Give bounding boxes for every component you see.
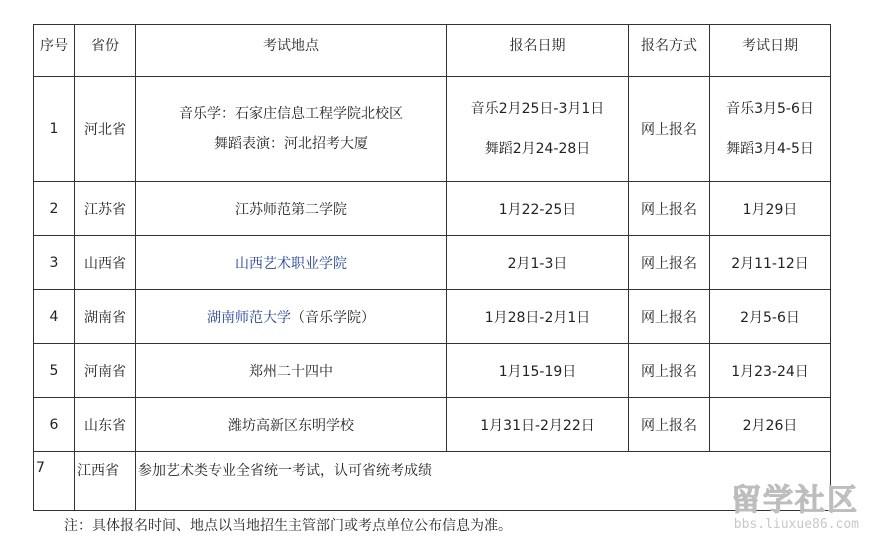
table-row <box>34 290 831 344</box>
row-no: 1 <box>34 77 75 182</box>
footnote: 注：具体报名时间、地点以当地招生主管部门或考点单位公布信息为准。 <box>64 518 512 534</box>
registration-line: 音乐2月25日-3月1日 <box>470 101 605 117</box>
row-exam-date <box>710 77 831 182</box>
row-location: 潍坊高新区东明学校 <box>136 398 447 452</box>
row-province: 江苏省 <box>75 182 136 236</box>
header-province: 省份 <box>75 25 136 77</box>
table-row <box>34 452 831 511</box>
row-exam-date: 2月26日 <box>710 398 831 452</box>
row-province: 河南省 <box>75 344 136 398</box>
row-registration-date: 1月22-25日 <box>447 182 629 236</box>
table-row <box>34 398 831 452</box>
exam-line: 音乐3月5-6日 <box>726 101 814 117</box>
row-registration-method: 网上报名 <box>629 290 710 344</box>
row-registration-date: 1月28日-2月1日 <box>447 290 629 344</box>
row-province: 江西省 <box>75 452 136 511</box>
row-registration-date <box>447 77 629 182</box>
row-no: 6 <box>34 398 75 452</box>
location-line: 音乐学：石家庄信息工程学院北校区 <box>179 106 403 122</box>
row-remark: 参加艺术类专业全省统一考试，认可省统考成绩 <box>136 452 831 511</box>
table-row <box>34 236 831 290</box>
table-row <box>34 344 831 398</box>
row-registration-date: 1月15-19日 <box>447 344 629 398</box>
row-no: 2 <box>34 182 75 236</box>
row-no: 4 <box>34 290 75 344</box>
watermark-url: bbs.liuxue86.com <box>733 517 859 532</box>
row-registration-method: 网上报名 <box>629 398 710 452</box>
row-province: 湖南省 <box>75 290 136 344</box>
header-registration-method: 报名方式 <box>629 25 710 77</box>
header-no: 序号 <box>34 25 75 77</box>
exam-schedule-table <box>33 24 831 511</box>
row-no: 3 <box>34 236 75 290</box>
row-exam-date: 2月11-12日 <box>710 236 831 290</box>
row-province: 山西省 <box>75 236 136 290</box>
header-registration-date: 报名日期 <box>447 25 629 77</box>
row-location <box>136 77 447 182</box>
header-location: 考试地点 <box>136 25 447 77</box>
table-row <box>34 182 831 236</box>
row-registration-method: 网上报名 <box>629 236 710 290</box>
watermark <box>731 484 859 532</box>
row-registration-date: 2月1-3日 <box>447 236 629 290</box>
exam-line: 舞蹈3月4-5日 <box>726 141 814 157</box>
row-location <box>136 290 447 344</box>
row-no: 7 <box>34 452 75 511</box>
row-exam-date: 2月5-6日 <box>710 290 831 344</box>
row-province: 山东省 <box>75 398 136 452</box>
row-location: 郑州二十四中 <box>136 344 447 398</box>
location-line: 舞蹈表演：河北招考大厦 <box>214 136 368 152</box>
row-exam-date: 1月29日 <box>710 182 831 236</box>
row-location <box>136 236 447 290</box>
row-registration-method: 网上报名 <box>629 182 710 236</box>
table-header-row <box>34 25 831 77</box>
row-province: 河北省 <box>75 77 136 182</box>
row-location: 江苏师范第二学院 <box>136 182 447 236</box>
row-registration-method: 网上报名 <box>629 344 710 398</box>
row-exam-date: 1月23-24日 <box>710 344 831 398</box>
registration-line: 舞蹈2月24-28日 <box>484 141 591 157</box>
location-link[interactable]: 湖南师范大学 <box>207 309 291 326</box>
table-row <box>34 77 831 182</box>
row-registration-method: 网上报名 <box>629 77 710 182</box>
watermark-brand: 留学社区 <box>731 483 859 518</box>
row-no: 5 <box>34 344 75 398</box>
row-registration-date: 1月31日-2月22日 <box>447 398 629 452</box>
header-exam-date: 考试日期 <box>710 25 831 77</box>
location-link[interactable]: 山西艺术职业学院 <box>235 255 347 272</box>
location-suffix: （音乐学院） <box>291 309 375 326</box>
